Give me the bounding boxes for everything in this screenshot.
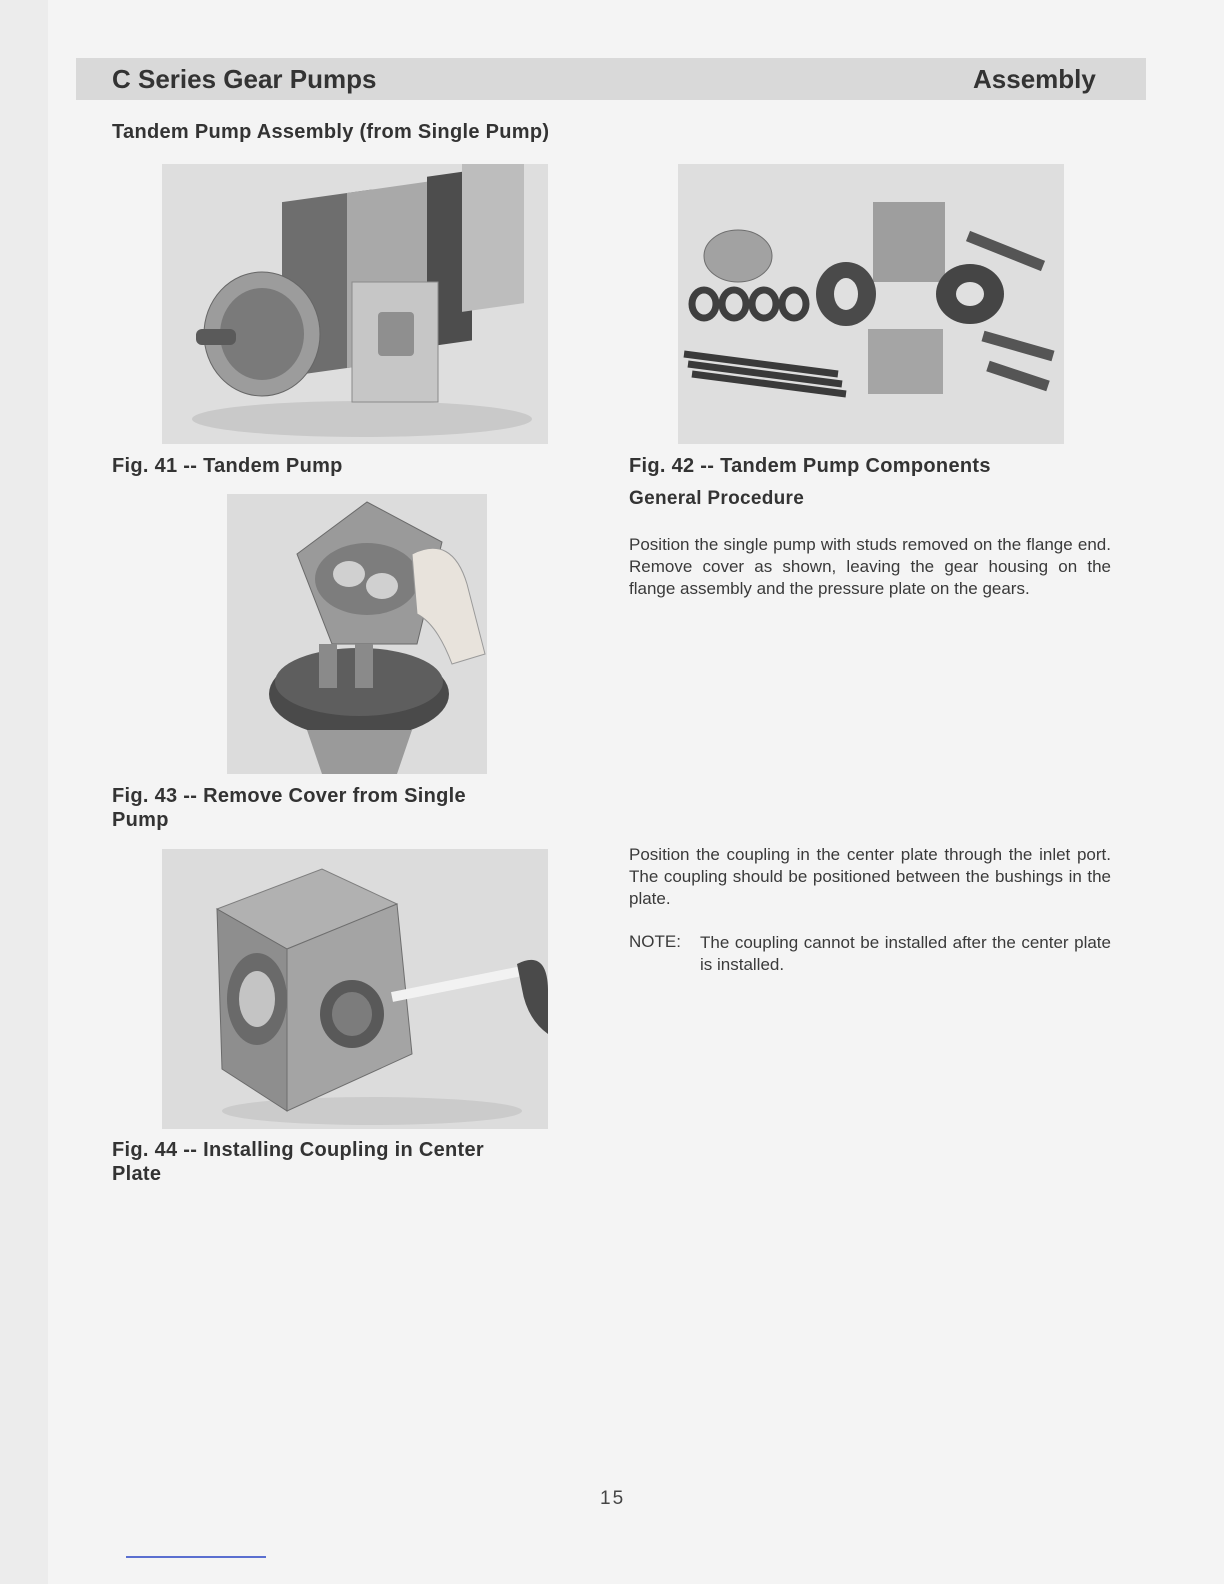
page-margin [0, 0, 48, 1584]
fig44-caption-line1: Fig. 44 -- Installing Coupling in Center [112, 1139, 484, 1161]
note-label: NOTE: [629, 932, 681, 951]
procedure-paragraph-1: Position the single pump with studs removed on the flange end. Remove cover as shown, leaving the gear housing on the flange assembly and the pressure plate on the gears. [629, 535, 1111, 598]
fig44-caption-line2: Plate [112, 1163, 162, 1185]
general-procedure-heading: General Procedure [629, 488, 805, 509]
fig44-photo [162, 849, 548, 1129]
fig41-photo [162, 164, 548, 444]
procedure-paragraph-2: Position the coupling in the center plate through the inlet port. The coupling should be positioned between the bushings in the plate. [629, 845, 1111, 908]
fig42-caption: Fig. 42 -- Tandem Pump Components [629, 455, 991, 477]
footer-rule [126, 1556, 266, 1558]
header-section: Assembly [973, 64, 1096, 94]
fig43-caption-line1: Fig. 43 -- Remove Cover from Single [112, 785, 466, 807]
note-text: The coupling cannot be installed after the center plate is installed. [700, 933, 1111, 974]
header-title: C Series Gear Pumps [112, 64, 377, 94]
fig43-photo [227, 494, 487, 774]
section-title: Tandem Pump Assembly (from Single Pump) [112, 121, 550, 143]
fig43-caption-line2: Pump [112, 809, 169, 831]
page-number: 15 [600, 1488, 626, 1509]
fig41-caption: Fig. 41 -- Tandem Pump [112, 455, 343, 477]
fig42-photo [678, 164, 1064, 444]
